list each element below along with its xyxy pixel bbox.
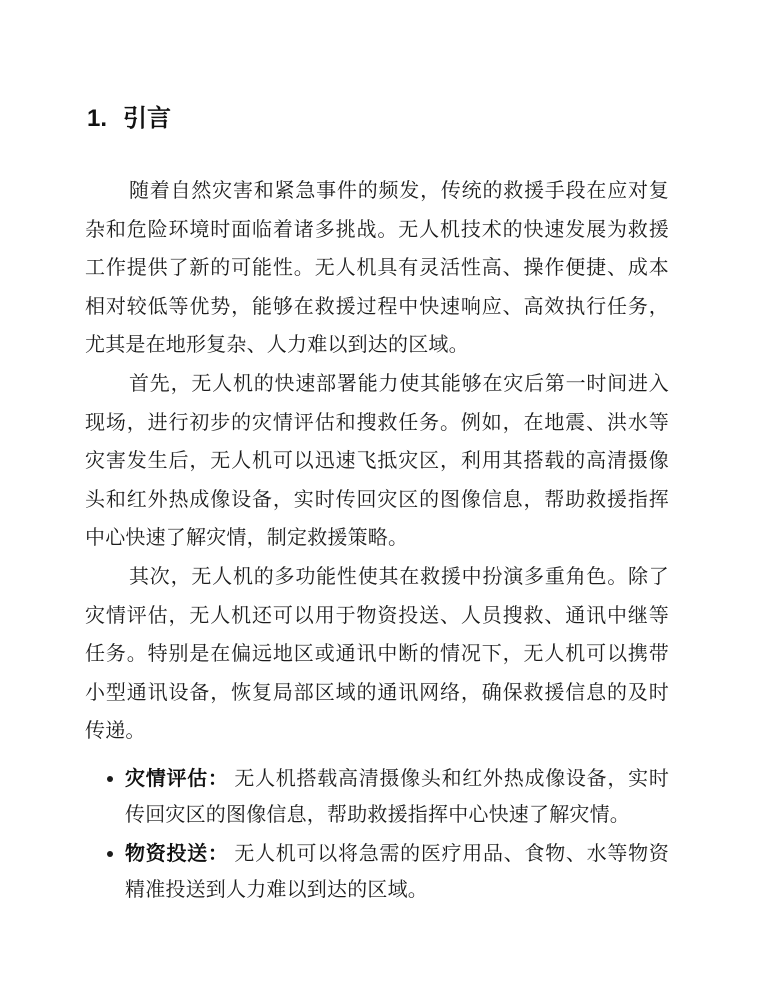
list-item [85, 761, 669, 833]
list-item-term: 灾情评估： [125, 767, 229, 790]
paragraph-intro: 随着自然灾害和紧急事件的频发，传统的救援手段在应对复杂和危险环境时面临着诸多挑战。无人机技术的快速发展为救援工作提供了新的可能性。无人机具有灵活性高、操作便捷、成本相对较低等优势，能够在救援过程中快速响应、高效执行任务，尤其是在地形复杂、人力难以到达的区域。 [85, 180, 669, 357]
paragraph-rapid-deployment: 首先，无人机的快速部署能力使其能够在灾后第一时间进入现场，进行初步的灾情评估和搜救任务。例如，在地震、洪水等灾害发生后，无人机可以迅速飞抵灾区，利用其搭载的高清摄像头和红外热成像设备，实时传回灾区的图像信息，帮助救援指挥中心快速了解灾情，制定救援策略。 [85, 372, 669, 550]
section-title: 引言 [123, 105, 172, 132]
list-item-term: 物资投送： [125, 842, 229, 865]
bullet-list [85, 761, 669, 908]
list-item-text: 无人机搭载高清摄像头和红外热成像设备，实时传回灾区的图像信息，帮助救援指挥中心快速了解灾情。 [125, 767, 670, 826]
list-item [85, 836, 669, 908]
bullet-icon [107, 851, 113, 857]
list-item-text: 无人机可以将急需的医疗用品、食物、水等物资精准投送到人力难以到达的区域。 [125, 842, 670, 901]
bullet-icon [107, 776, 113, 782]
document-body [85, 172, 669, 751]
paragraph-multifunction: 其次，无人机的多功能性使其在救援中扮演多重角色。除了灾情评估，无人机还可以用于物资投送、人员搜救、通讯中继等任务。特别是在偏远地区或通讯中断的情况下，无人机可以携带小型通讯设备，恢复局部区域的通讯网络，确保救援信息的及时传递。 [85, 565, 669, 743]
section-heading [87, 104, 669, 134]
section-number: 1. [87, 105, 108, 132]
